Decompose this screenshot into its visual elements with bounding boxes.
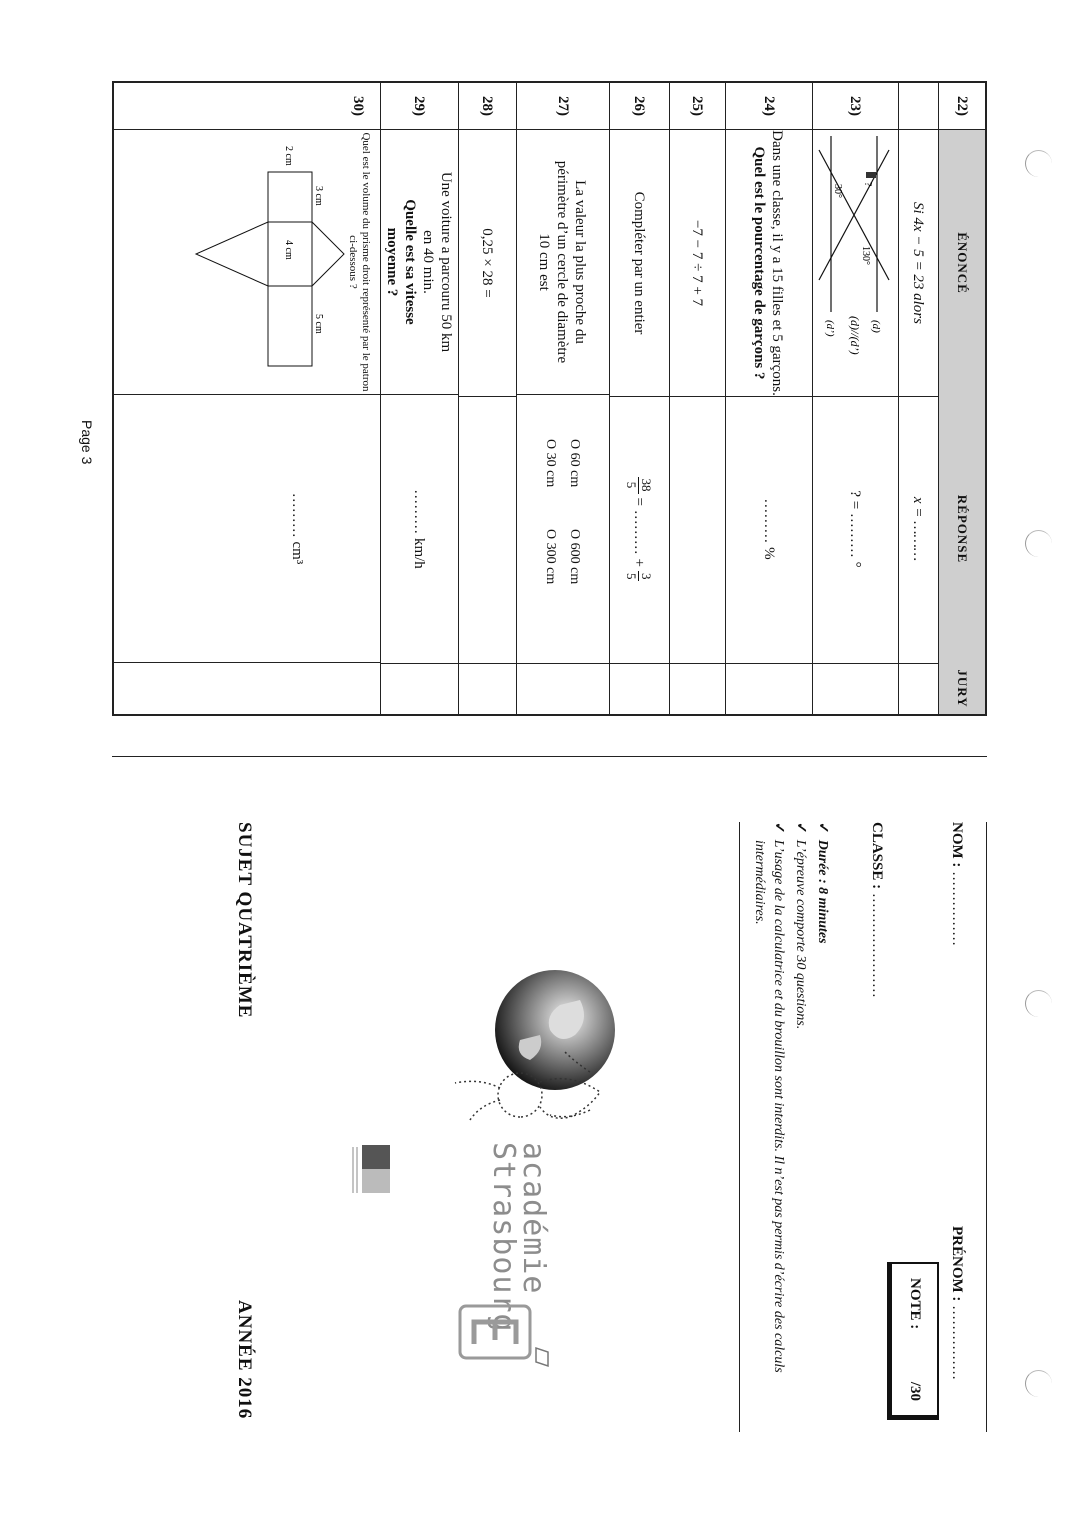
classe-field[interactable] (868, 822, 885, 998)
table-row (380, 83, 459, 714)
option-300[interactable]: O 300 cm (543, 529, 559, 585)
academie-e-logo-icon (440, 1300, 550, 1370)
question-number: 29) (411, 96, 428, 116)
q30-text: Quel est le volume du prisme droit représenté par le patron ci-dessous ? (347, 132, 372, 392)
mid-rule (739, 822, 740, 1432)
answer-options (516, 395, 609, 664)
page-number: Page 3 (79, 420, 95, 465)
q22-text: Si 4x − 5 = 23 alors (910, 202, 926, 324)
top-rule (986, 822, 987, 1432)
angle-30: 30° (832, 184, 843, 198)
q27-text: La valeur la plus proche du périmètre d’un cercle de diamètre 10 cm est (536, 160, 589, 364)
header-reponse: RÉPONSE (939, 395, 985, 664)
question-text (898, 129, 938, 397)
punch-hole (1025, 150, 1052, 177)
logo-line-academie: académie (516, 1142, 551, 1295)
instructions (747, 822, 832, 1422)
angle-130: 130° (860, 246, 871, 265)
answer-field[interactable] (609, 395, 669, 664)
jury-cell (380, 663, 458, 714)
line-d2-label: (d’) (824, 320, 836, 337)
question-number: 26) (631, 96, 648, 116)
angle-unknown: ? (862, 182, 873, 187)
question-figure (812, 129, 898, 397)
table-row (939, 83, 985, 714)
options-grid (543, 439, 583, 619)
quiz-table (112, 81, 987, 716)
question-text (516, 129, 609, 395)
question-number: 27) (555, 96, 571, 116)
q28-text: 0,25 × 28 = (479, 228, 495, 298)
rules-list (750, 822, 832, 1422)
question-text (725, 129, 812, 397)
question-text (669, 129, 725, 397)
prism-net-figure (166, 142, 346, 382)
question-number: 24) (761, 96, 777, 116)
table-row (725, 83, 813, 714)
q30-answer: ……… cm³ (289, 492, 305, 565)
punch-hole (1025, 990, 1052, 1017)
jury-cell (812, 663, 898, 714)
q24-question: Quel est le pourcentage de garçons ? (751, 146, 768, 380)
answer-field[interactable] (898, 395, 938, 664)
nom-label: NOM : (949, 822, 965, 868)
q26-text: Compléter par un entier (631, 191, 647, 335)
logo-line-strasbourg: Strasbourg (486, 1142, 521, 1333)
q26-mid: = ……… + (631, 497, 648, 567)
prenom-label: PRÉNOM : (949, 1226, 965, 1302)
question-text (609, 129, 669, 397)
q22-answer: x = ……… (910, 496, 927, 562)
frac-num: 3 (639, 572, 655, 580)
question-number: 23) (847, 96, 864, 116)
fraction (625, 477, 654, 494)
frac-num: 38 (639, 478, 655, 492)
parallel-lines-figure (813, 130, 897, 394)
note-value: /30 (907, 1381, 923, 1401)
option-60[interactable]: O 60 cm (567, 439, 583, 488)
q29-question: Quelle est sa vitesse moyenne ? (384, 199, 418, 325)
answer-field[interactable] (380, 395, 458, 664)
classe-dots: ………………… (869, 892, 885, 998)
dim-3cm: 3 cm (313, 186, 324, 206)
question-text (458, 129, 516, 397)
punch-hole (1025, 1370, 1052, 1397)
dim-5cm: 5 cm (313, 314, 324, 334)
line-d-label: (d) (870, 320, 882, 333)
answer-field[interactable] (458, 395, 516, 664)
q25-text: −7 − 7 ÷ 7 + 7 (689, 219, 705, 307)
globe-mascot-icon (440, 960, 690, 1140)
dim-4cm: 4 cm (283, 240, 294, 260)
question-number: 25) (689, 96, 706, 116)
frac-den: 5 (624, 481, 640, 489)
header-enonce: ÉNONCÉ (939, 129, 985, 397)
classe-label: CLASSE : (869, 822, 885, 890)
rule-item (750, 822, 788, 1422)
year-title: ANNÉE 2016 (234, 1300, 255, 1420)
table-row (898, 83, 939, 714)
jury-cell (516, 663, 609, 714)
option-600[interactable]: O 600 cm (567, 529, 583, 585)
q23-answer: ? = ……… ° (847, 490, 864, 568)
rule-item (813, 822, 832, 1422)
note-label: NOTE : (907, 1278, 923, 1330)
prenom-field[interactable] (948, 1226, 965, 1380)
republique-logo-icon (348, 1145, 390, 1195)
q29-answer: ……… km/h (411, 489, 428, 569)
vertical-divider (112, 756, 987, 757)
answer-field[interactable] (812, 395, 898, 664)
check-icon: ✓ (771, 822, 786, 834)
table-row (458, 83, 517, 714)
q24-text: Dans une classe, il y a 15 filles et 5 garçons. (769, 130, 786, 396)
jury-cell (898, 663, 938, 714)
dim-2cm: 2 cm (283, 146, 294, 166)
q29-text: Une voiture a parcouru 50 km en 40 min. (420, 171, 454, 353)
check-icon: ✓ (815, 822, 830, 834)
question-number: 30) (350, 96, 367, 116)
note-box (887, 1262, 939, 1420)
question-text (113, 129, 380, 395)
option-30[interactable]: O 30 cm (543, 439, 559, 488)
nom-dots: …………… (949, 871, 965, 947)
jury-cell (458, 663, 516, 714)
q24-answer: ……… % (761, 498, 777, 560)
table-row (812, 83, 899, 714)
jury-cell (669, 663, 725, 714)
answer-field[interactable] (725, 395, 812, 664)
punch-hole (1025, 530, 1052, 557)
fraction (625, 571, 654, 582)
rule-item (791, 822, 810, 1422)
prenom-dots: …………… (949, 1305, 965, 1381)
question-number: 28) (479, 96, 496, 116)
jury-cell (113, 663, 380, 714)
table-row (516, 83, 610, 714)
subject-title: SUJET QUATRIÈME (234, 822, 255, 1019)
rule-count: L’épreuve comporte 30 questions. (793, 839, 808, 1030)
jury-cell (609, 663, 669, 714)
rule-calculator: L’usage de la calculatrice et du brouillon sont interdits. Il n’est pas permis d’écrire des calculs intermédiaires. (752, 839, 786, 1373)
frac-den: 5 (624, 572, 640, 580)
answer-field[interactable] (669, 395, 725, 664)
question-text (380, 129, 458, 395)
jury-cell (725, 663, 812, 714)
rule-duration: Durée : 8 minutes (815, 839, 830, 944)
table-row (609, 83, 670, 714)
table-row (113, 83, 381, 714)
check-icon: ✓ (793, 822, 808, 834)
nom-field[interactable] (948, 822, 965, 946)
answer-field[interactable] (113, 395, 380, 663)
question-number: 22) (954, 96, 971, 116)
parallel-label: (d)//(d’) (848, 316, 862, 355)
table-row (669, 83, 726, 714)
header-jury: JURY (939, 663, 985, 714)
